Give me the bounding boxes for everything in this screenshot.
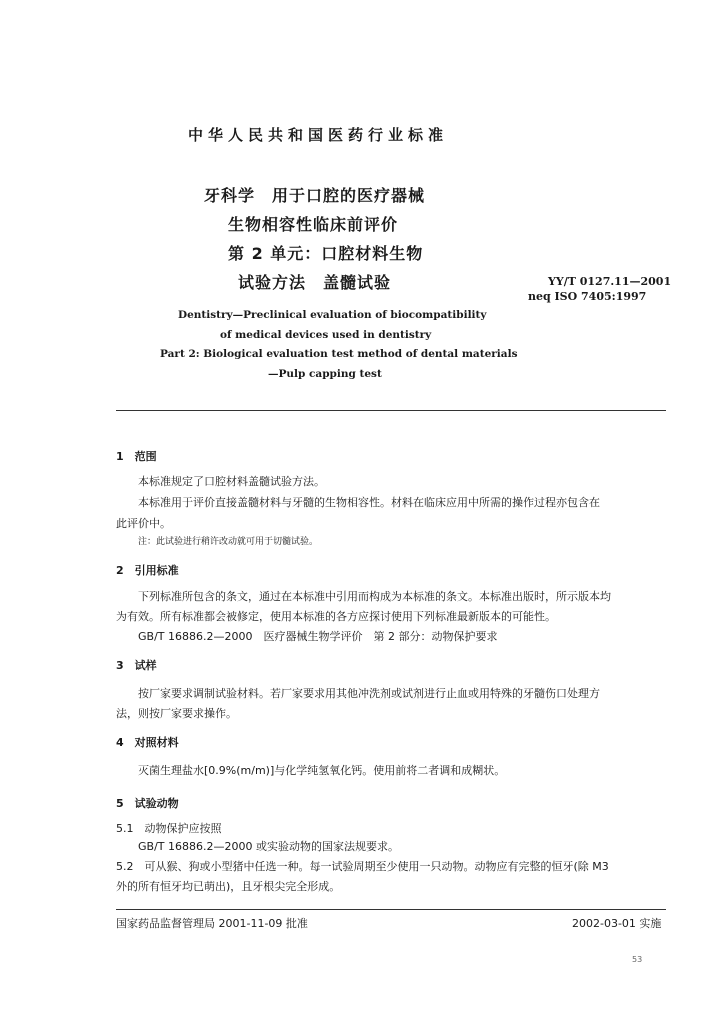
standard-type-header: 中华人民共和国医药行业标准 xyxy=(188,126,449,144)
section-4-paragraph: 灭菌生理盐水[0.9%(m/m)]与化学纯氢氧化钙。使用前将二者调和成糊状。 xyxy=(138,764,506,777)
section-1-note: 注：此试验进行稍许改动就可用于切髓试验。 xyxy=(138,537,319,547)
implementation-date: 2002-03-01 实施 xyxy=(572,917,662,930)
section-5-1-heading: 5.1 动物保护应按照 xyxy=(116,822,222,835)
section-3-heading: 3 试样 xyxy=(116,659,157,672)
header-divider xyxy=(116,410,666,411)
section-3-paragraph-line-1: 按厂家要求调制试验材料。若厂家要求用其他冲洗剂或试剂进行止血或用特殊的牙髓伤口处理方 xyxy=(138,687,600,700)
section-3-paragraph-line-2: 法，则按厂家要求操作。 xyxy=(116,707,237,720)
section-2-reference: GB/T 16886.2—2000 医疗器械生物学评价 第 2 部分：动物保护要求 xyxy=(138,630,498,643)
approval-date: 国家药品监督管理局 2001-11-09 批准 xyxy=(116,917,308,930)
section-2-paragraph-line-2: 为有效。所有标准都会被修定，使用本标准的各方应探讨使用下列标准最新版本的可能性。 xyxy=(116,610,556,623)
section-2-paragraph-line-1: 下列标准所包含的条文，通过在本标准中引用而构成为本标准的条文。本标准出版时，所示版本均 xyxy=(138,590,611,603)
standard-code: YY/T 0127.11—2001 xyxy=(548,275,672,288)
title-cn-line-2: 生物相容性临床前评价 xyxy=(228,215,399,234)
section-5-2-line-1: 5.2 可从猴、狗或小型猪中任选一种。每一试验周期至少使用一只动物。动物应有完整的恒牙(除 M3 xyxy=(116,860,609,873)
title-en-line-1: Dentistry—Preclinical evaluation of biocompatibility xyxy=(178,309,487,321)
section-1-heading: 1 范围 xyxy=(116,450,157,463)
title-cn-line-3: 第 2 单元：口腔材料生物 xyxy=(228,244,424,263)
title-en-line-3: Part 2: Biological evaluation test method of dental materials xyxy=(160,348,518,360)
section-1-paragraph-2-line-2: 此评价中。 xyxy=(116,517,171,530)
title-cn-line-1: 牙科学 用于口腔的医疗器械 xyxy=(204,186,426,205)
footer-divider xyxy=(116,909,666,910)
section-5-1-text: GB/T 16886.2—2000 或实验动物的国家法规要求。 xyxy=(138,840,399,853)
section-5-2-line-2: 外的所有恒牙均已萌出)，且牙根尖完全形成。 xyxy=(116,880,341,893)
section-5-heading: 5 试验动物 xyxy=(116,797,179,810)
title-en-line-2: of medical devices used in dentistry xyxy=(220,329,432,341)
section-1-paragraph-2-line-1: 本标准用于评价直接盖髓材料与牙髓的生物相容性。材料在临床应用中所需的操作过程亦包含在 xyxy=(138,496,600,509)
section-4-heading: 4 对照材料 xyxy=(116,736,179,749)
standard-equivalent: neq ISO 7405:1997 xyxy=(528,290,647,303)
title-en-line-4: —Pulp capping test xyxy=(268,368,382,380)
page-number: 53 xyxy=(632,955,643,964)
section-1-paragraph-1: 本标准规定了口腔材料盖髓试验方法。 xyxy=(138,475,325,488)
section-2-heading: 2 引用标准 xyxy=(116,564,179,577)
title-cn-line-4: 试验方法 盖髓试验 xyxy=(238,273,392,292)
